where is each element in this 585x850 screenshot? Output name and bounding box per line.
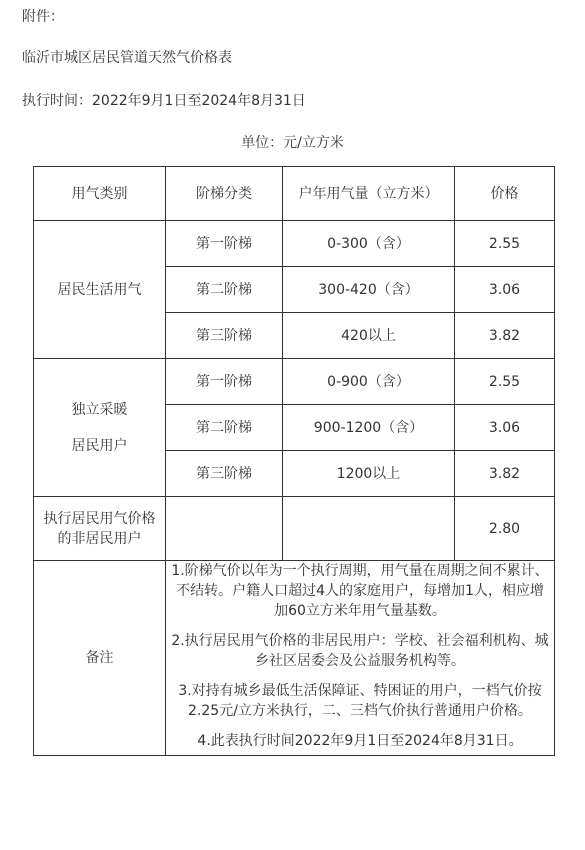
volume-cell: 0-900（含） xyxy=(283,359,455,405)
column-header-volume: 户年用气量（立方米） xyxy=(283,167,455,221)
price-cell: 2.55 xyxy=(455,359,555,405)
volume-cell: 1200以上 xyxy=(283,451,455,497)
category-heating-line2: 居民用户 xyxy=(71,437,128,454)
table-row xyxy=(34,497,555,561)
tier-cell: 第三阶梯 xyxy=(166,451,283,497)
volume-cell: 0-300（含） xyxy=(283,221,455,267)
empty-cell xyxy=(283,497,455,561)
document-title: 临沂市城区居民管道天然气价格表 xyxy=(22,50,232,66)
column-header-tier: 阶梯分类 xyxy=(166,167,283,221)
price-cell: 3.06 xyxy=(455,405,555,451)
volume-cell: 900-1200（含） xyxy=(283,405,455,451)
notes-label: 备注 xyxy=(34,561,166,756)
category-heating-line1: 独立采暖 xyxy=(71,401,128,418)
note-item: 2.执行居民用气价格的非居民用户：学校、社会福利机构、城乡社区居委会及公益服务机构等。 xyxy=(171,633,549,669)
volume-cell: 420以上 xyxy=(283,313,455,359)
table-row xyxy=(34,221,555,267)
note-item: 4.此表执行时间2022年9月1日至2024年8月31日。 xyxy=(197,733,523,749)
empty-cell xyxy=(166,497,283,561)
effective-period: 执行时间：2022年9月1日至2024年8月31日 xyxy=(22,93,306,109)
attachment-label: 附件： xyxy=(22,9,64,25)
table-header-row xyxy=(34,167,555,221)
notes-row xyxy=(34,561,555,756)
price-cell: 3.06 xyxy=(455,267,555,313)
note-item: 3.对持有城乡最低生活保障证、特困证的用户，一档气价按2.25元/立方米执行，二、三档气价执行普通用户价格。 xyxy=(178,683,542,719)
category-heating xyxy=(34,359,166,497)
tier-cell: 第二阶梯 xyxy=(166,405,283,451)
tier-cell: 第二阶梯 xyxy=(166,267,283,313)
tier-cell: 第三阶梯 xyxy=(166,313,283,359)
note-item: 1.阶梯气价以年为一个执行周期，用气量在周期之间不累计、不结转。户籍人口超过4人的家庭用户，每增加1人，相应增加60立方米年用气量基数。 xyxy=(171,563,549,619)
volume-cell: 300-420（含） xyxy=(283,267,455,313)
price-cell: 3.82 xyxy=(455,313,555,359)
gas-price-table xyxy=(33,166,555,756)
column-header-category: 用气类别 xyxy=(34,167,166,221)
price-cell: 2.80 xyxy=(455,497,555,561)
category-residential: 居民生活用气 xyxy=(34,221,166,359)
tier-cell: 第一阶梯 xyxy=(166,221,283,267)
unit-label: 单位：元/立方米 xyxy=(241,135,344,151)
price-cell: 2.55 xyxy=(455,221,555,267)
table-row xyxy=(34,359,555,405)
price-cell: 3.82 xyxy=(455,451,555,497)
tier-cell: 第一阶梯 xyxy=(166,359,283,405)
column-header-price: 价格 xyxy=(455,167,555,221)
notes-content xyxy=(166,561,555,756)
category-non-residential: 执行居民用气价格的非居民用户 xyxy=(34,497,166,561)
